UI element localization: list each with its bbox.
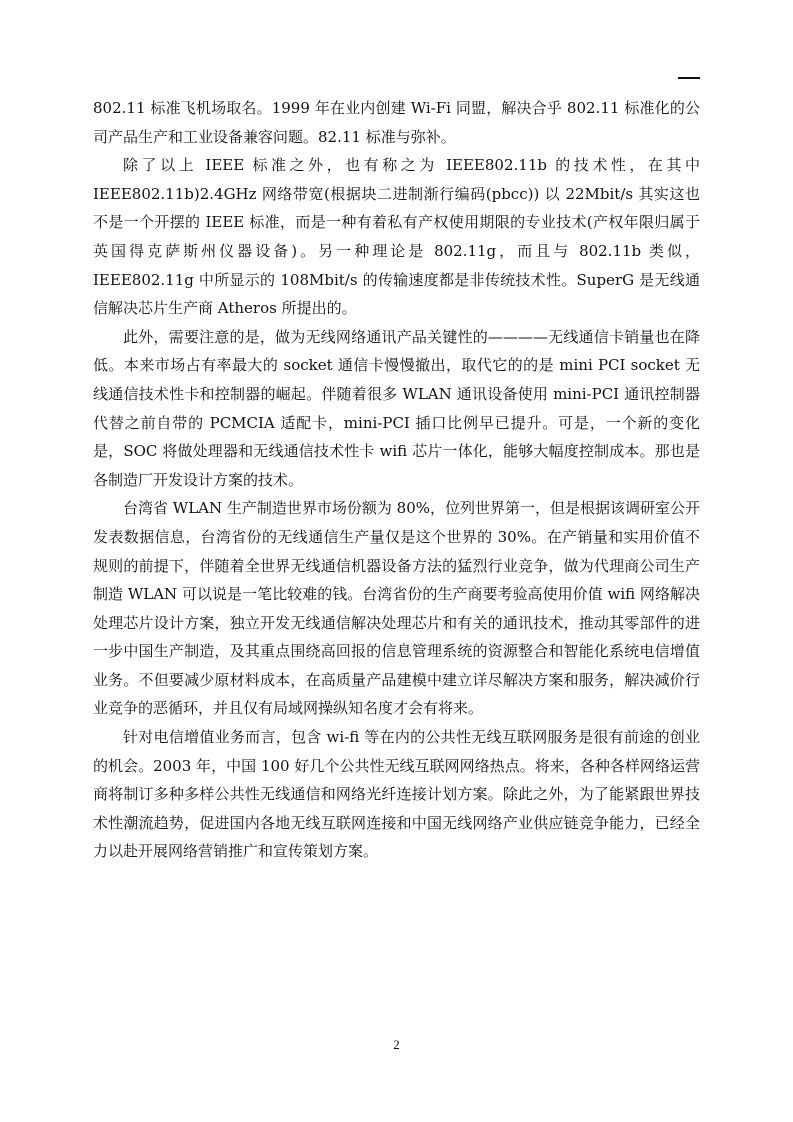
paragraph: 802.11 标准飞机场取名。1999 年在业内创建 Wi-Fi 同盟，解决合乎 802.11 标准化的公司产品生产和工业设备兼容问题。82.11 标准与弥补。 (93, 99, 700, 146)
document-body (93, 94, 700, 866)
paragraph: 台湾省 WLAN 生产制造世界市场份额为 80%，位列世界第一，但是根据该调研室公开发表数据信息，台湾省份的无线通信生产量仅是这个世界的 30%。在产销量和实用价值不规则的前提下，伴随着全世界无线通信机器设备方法的猛烈行业竞争，做为代理商公司生产制造 WLAN 可以说是一笔比较难的钱。台湾省份的生产商要考验高使用价值 wifi 网络解决处理芯片设计方案，独立开发无线通信解决处理芯片和有关的通讯技术，推动其零部件的进一步中国生产制造，及其重点围绕高回报的信息管理系统的资源整合和智能化系统电信增值业务。不但要减少原材料成本，在高质量产品建模中建立详尽解决方案和服务，解决减价行业竞争的恶循环，并且仅有局域网操纵知名度才会有将来。 (93, 499, 700, 718)
header-rule (678, 77, 700, 79)
paragraph: 此外，需要注意的是，做为无线网络通讯产品关键性的————无线通信卡销量也在降低。本来市场占有率最大的 socket 通信卡慢慢撤出，取代它的的是 mini PCI socket 无线通信技术性卡和控制器的崛起。伴随着很多 WLAN 通讯设备使用 mini-PCI 通讯控制器代替之前自带的 PCMCIA 适配卡，mini-PCI 插口比例早已提升。可是，一个新的变化是，SOC 将做处理器和无线通信技术性卡 wifi 芯片一体化，能够大幅度控制成本。那也是各制造厂开发设计方案的技术。 (93, 327, 700, 489)
paragraph: 除了以上 IEEE 标准之外，也有称之为 IEEE802.11b 的技术性，在其中 IEEE802.11b)2.4GHz 网络带宽(根据块二进制渐行编码(pbcc)) 以 22Mbit/s 其实这也不是一个开摆的 IEEE 标准，而是一种有着私有产权使用期限的专业技术(产权年限归属于英国得克萨斯州仪器设备)。另一种理论是 802.11g，而且与 802.11b 类似，IEEE802.11g 中所显示的 108Mbit/s 的传输速度都是非传统技术性。SuperG 是无线通信解决芯片生产商 Atheros 所提出的。 (93, 156, 700, 318)
paragraph: 针对电信增值业务而言，包含 wi-fi 等在内的公共性无线互联网服务是很有前途的创业的机会。2003 年，中国 100 好几个公共性无线互联网网络热点。将来，各种各样网络运营商将制订多种多样公共性无线通信和网络光纤连接计划方案。除此之外，为了能紧跟世界技术性潮流趋势，促进国内各地无线互联网连接和中国无线网络产业供应链竞争能力，已经全力以赴开展网络营销推广和宣传策划方案。 (93, 728, 700, 861)
page-number: 2 (393, 1037, 400, 1052)
